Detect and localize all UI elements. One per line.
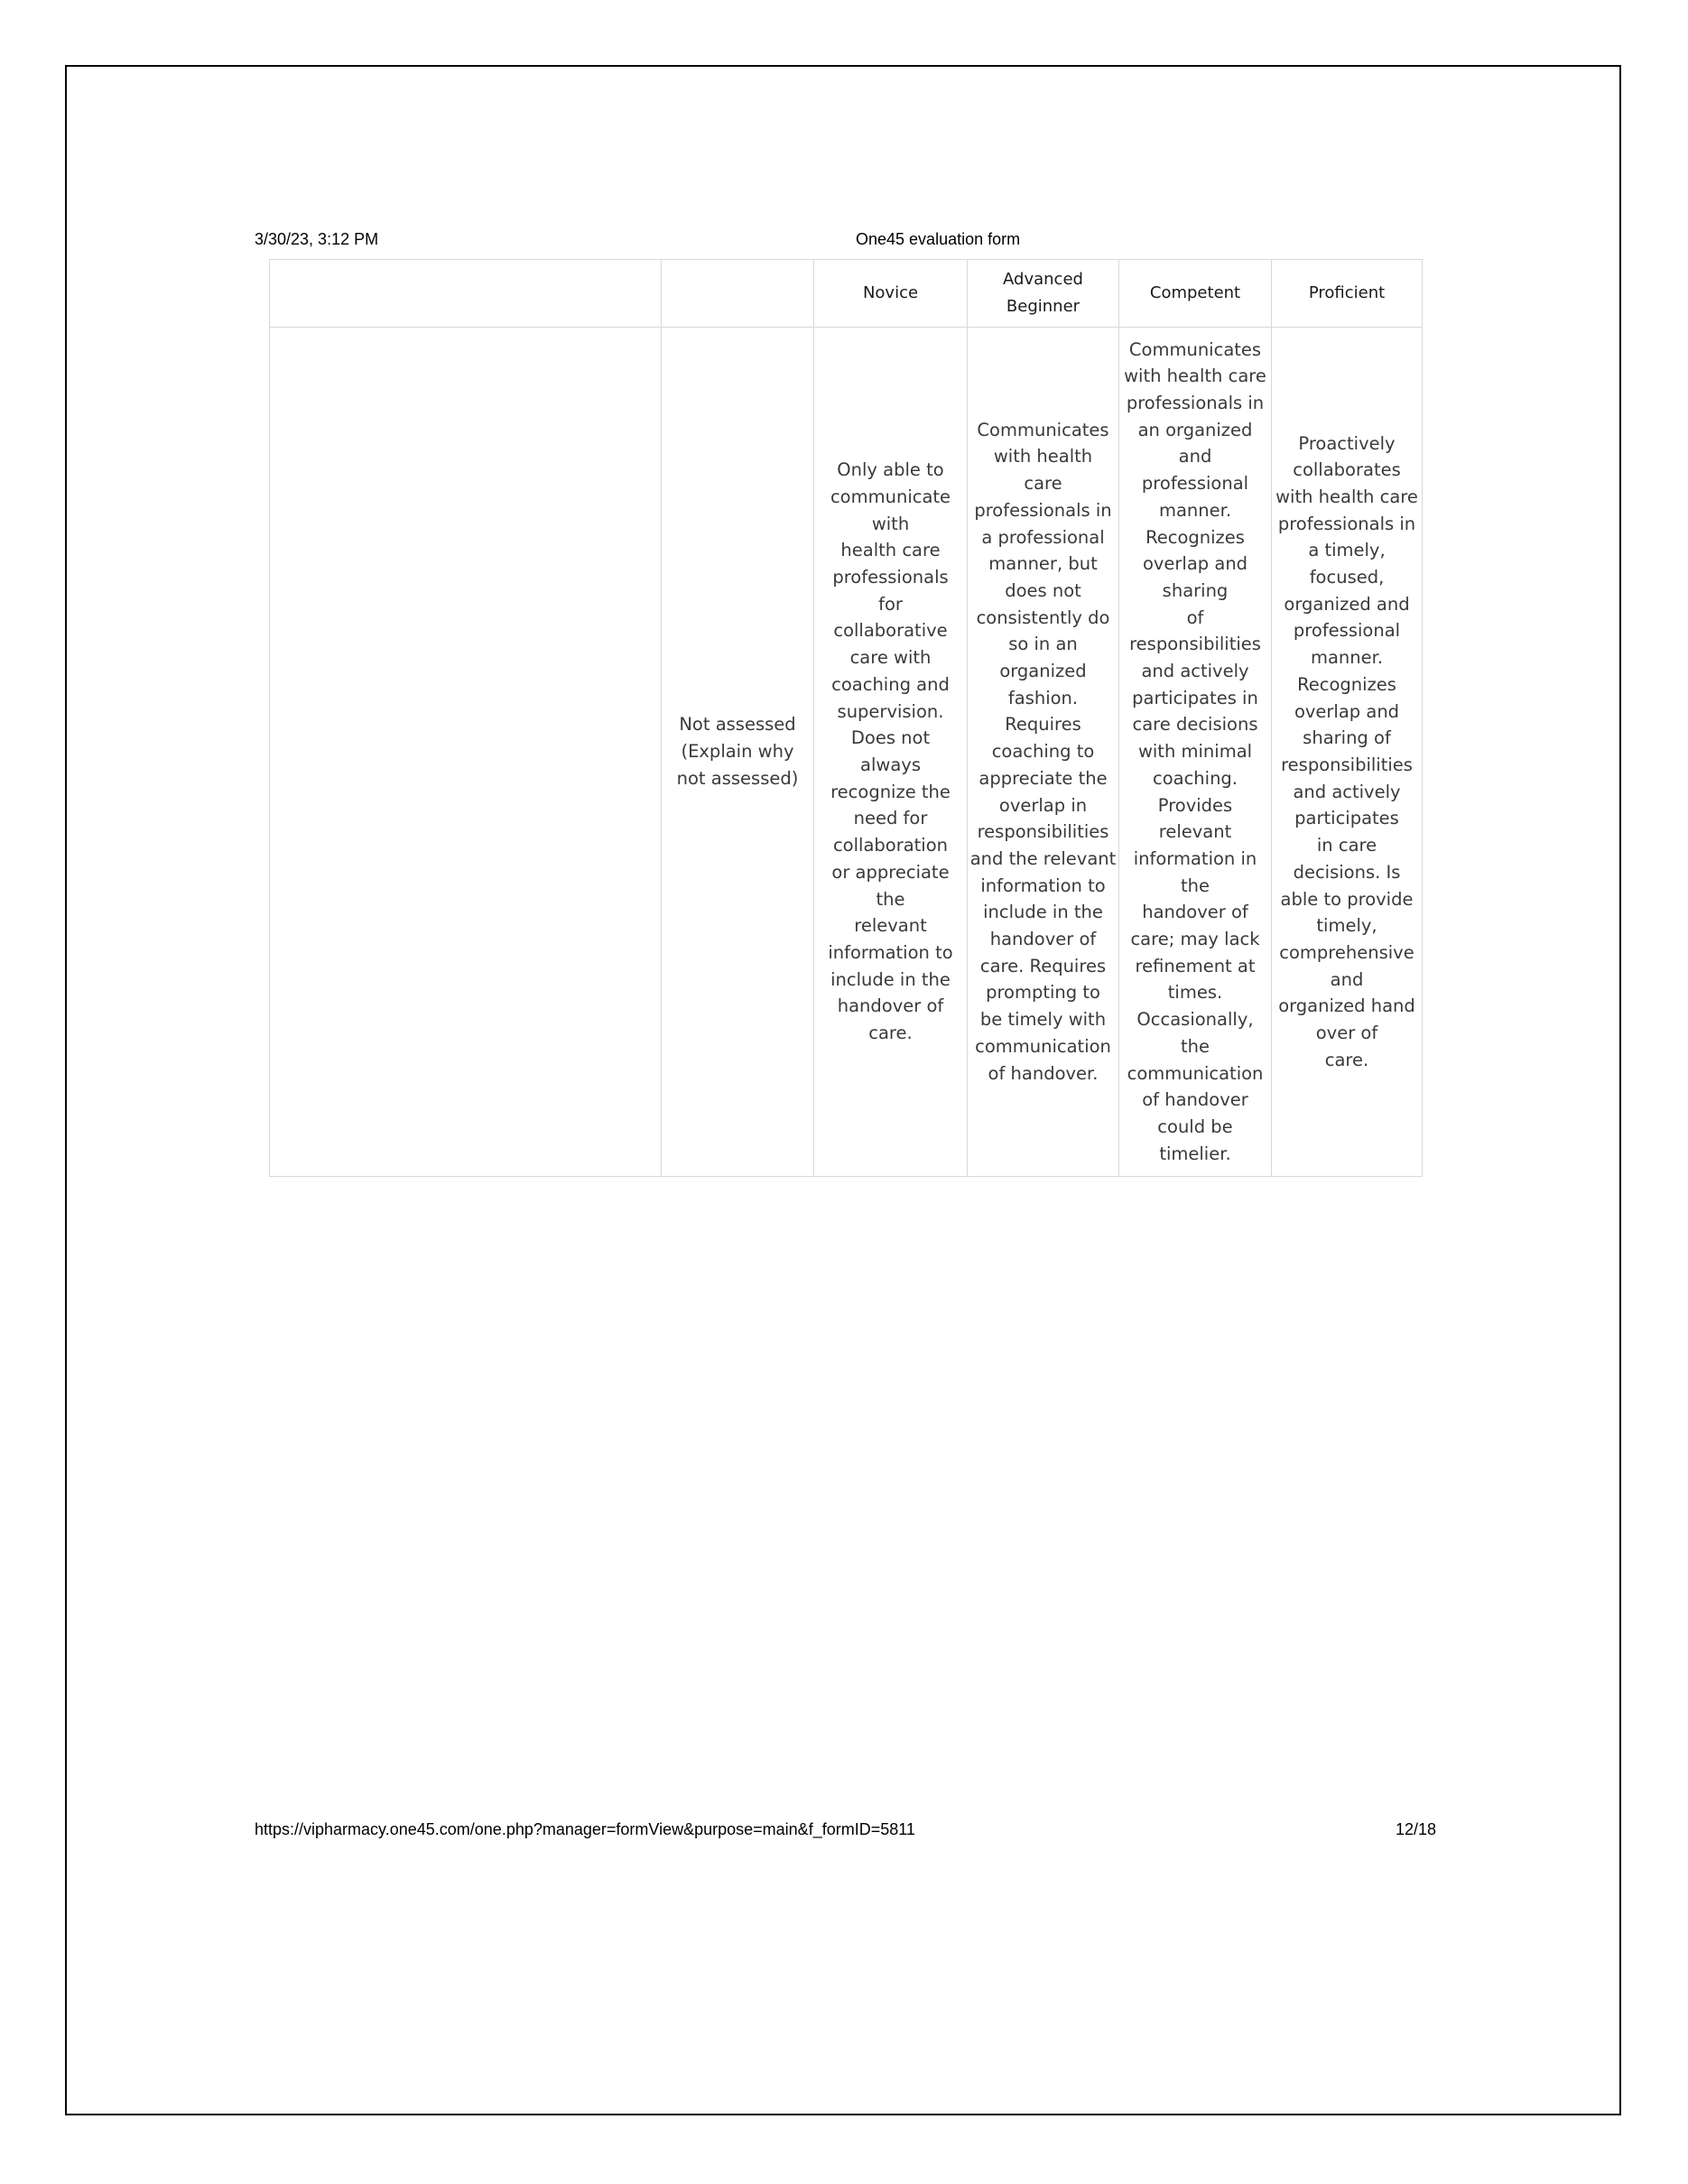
header-novice: Novice	[814, 260, 968, 328]
rubric-header-row	[270, 260, 1423, 328]
print-datetime: 3/30/23, 3:12 PM	[255, 230, 379, 248]
criterion-cell	[270, 328, 662, 1177]
rubric-row	[270, 328, 1423, 1177]
header-criterion	[270, 260, 662, 328]
page-number: 12/18	[1396, 1820, 1437, 1838]
not-assessed-option[interactable]: Not assessed (Explain why not assessed)	[662, 328, 814, 1177]
proficient-option[interactable]: Proactively collaborates with health care professionals in a timely, focused, organized and professional manner. Recognizes overlap and sharing of responsibilities and actively participates in care decisions. Is able to provide timely, comprehensive and organized hand over of care.	[1272, 328, 1423, 1177]
header-competent: Competent	[1119, 260, 1272, 328]
form-title: One45 evaluation form	[856, 230, 1021, 248]
header-proficient: Proficient	[1272, 260, 1423, 328]
header-advanced-beginner: Advanced Beginner	[968, 260, 1119, 328]
page-url: https://vipharmacy.one45.com/one.php?manager=formView&purpose=main&f_formID=5811	[255, 1820, 915, 1838]
rubric-table	[269, 259, 1423, 1177]
competent-option[interactable]: Communicates with health care professionals in an organized and professional manner. Recognizes overlap and sharing of responsibilities and actively participates in care decisions with minimal coaching. Provides relevant information in the handover of care; may lack refinement at times. Occasionally, the communication of handover could be timelier.	[1119, 328, 1272, 1177]
header-not-assessed	[662, 260, 814, 328]
advanced-beginner-option[interactable]: Communicates with health care professionals in a professional manner, but does not consistently do so in an organized fashion. Requires coaching to appreciate the overlap in responsibilities and the relevant information to include in the handover of care. Requires prompting to be timely with communication of handover.	[968, 328, 1119, 1177]
novice-option[interactable]: Only able to communicate with health care professionals for collaborative care with coaching and supervision. Does not always recognize the need for collaboration or appreciate the relevant information to include in the handover of care.	[814, 328, 968, 1177]
